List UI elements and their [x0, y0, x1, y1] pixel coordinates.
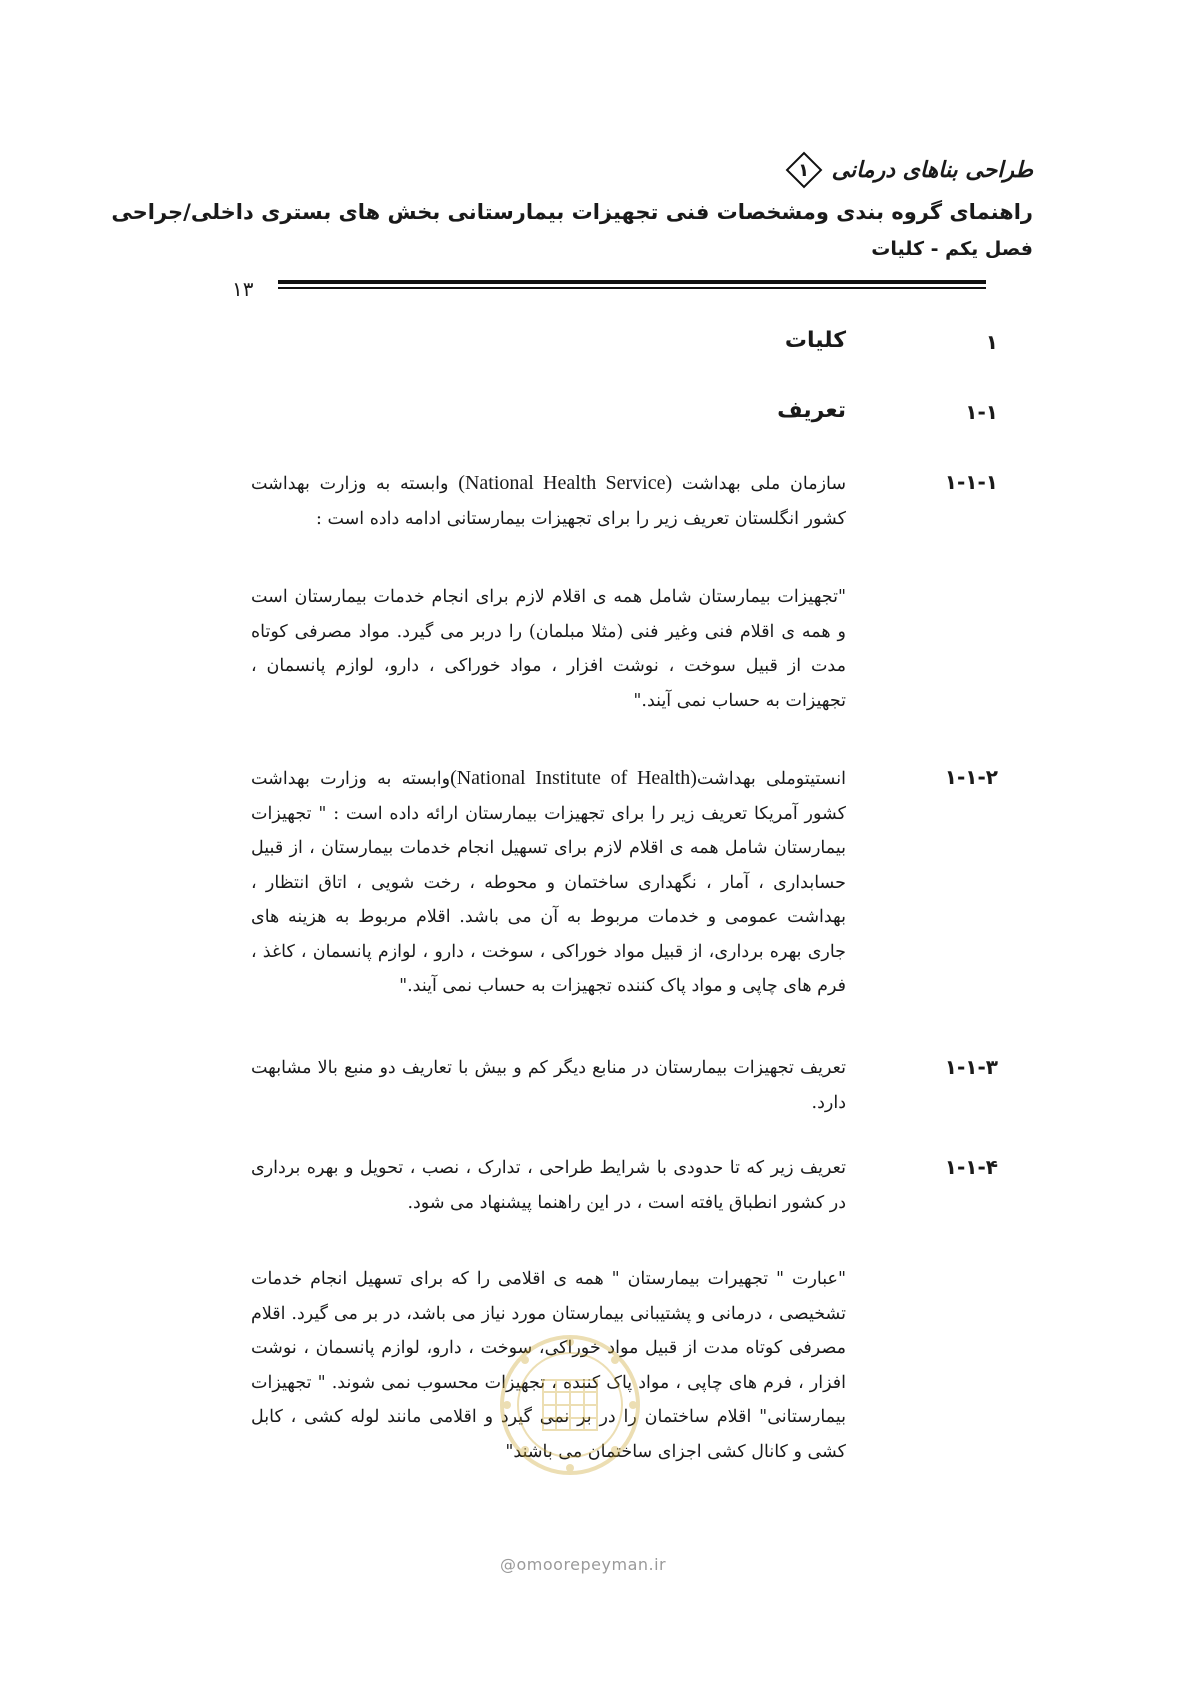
series-header: [784, 150, 1033, 190]
item-body: [251, 761, 846, 1004]
subsection-title: تعریف: [777, 398, 846, 423]
guide-title: راهنمای گروه بندی ومشخصات فنی تجهیزات بیمارستانی بخش های بستری داخلی/جراحی: [111, 200, 1033, 224]
header-rule-thick: [278, 280, 986, 284]
chapter-title: فصل یکم - کلیات: [871, 238, 1033, 260]
item-quote: "تجهیزات بیمارستان شامل همه ی اقلام لازم برای انجام خدمات بیمارستان است و همه ی اقلام فنی وغیر فنی (مثلا مبلمان) را دربر می گیرد. مواد مصرفی کوتاه مدت از قبیل سوخت ، نوشت افزار ، مواد خوراکی ، دارو، لوازم پانسمان ، تجهیزات به حساب نمی آیند.": [251, 587, 846, 711]
watermark-url: @omoorepeyman.ir: [500, 1555, 667, 1574]
subsection-number: ۱-۱: [965, 400, 998, 424]
item-intro-after: وابسته به وزارت بهداشت کشور انگلستان تعریف زیر را برای تجهیزات بیمارستانی ادامه داده است :: [251, 474, 846, 529]
header-rule-thin: [278, 287, 986, 289]
item-intro-before: سازمان ملی بهداشت: [672, 474, 847, 494]
item-intro: [251, 466, 846, 536]
item-number: ۱-۱-۳: [944, 1055, 998, 1079]
item-number: ۱-۱-۱: [944, 470, 998, 494]
section-number: ۱: [985, 330, 998, 354]
item-number: ۱-۱-۴: [944, 1155, 998, 1179]
item-intro-latin: (National Health Service): [458, 472, 673, 494]
series-title: طراحی بناهای درمانی: [831, 157, 1033, 183]
item-text: تعریف تجهیزات بیمارستان در منابع دیگر کم و بیش با تعاریف دو منبع بالا مشابهت دارد.: [251, 1058, 846, 1113]
series-number-badge: [784, 150, 824, 190]
page-number: ۱۳: [232, 277, 254, 301]
item-intro-latin: (National Institute of Health): [450, 767, 697, 789]
item-text: تعریف زیر که تا حدودی با شرایط طراحی ، تدارک ، نصب ، تحویل و بهره برداری در کشور انطباق یافته است ، در این راهنما پیشنهاد می شود.: [251, 1158, 846, 1213]
item-quote: "عبارت " تجهیرات بیمارستان " همه ی اقلامی را که برای تسهیل انجام خدمات تشخیصی ، درمانی و پشتیبانی بیمارستان مورد نیاز می باشد، در بر می گیرد. اقلام مصرفی کوتاه مدت از قبیل مواد خوراکی، سوخت ، دارو، لوازم پانسمان ، نوشت افزار ، فرم های چاپی ، مواد پاک کننده ، تجهیزات محسوب نمی شوند. " تجهیزات بیمارستانی" اقلام ساختمان را در بر نمی گیرد و اقلامی مانند لوله کشی ، کابل کشی و کانال کشی اجزای ساختمان می باشند": [251, 1269, 846, 1462]
item-intro-after: وابسته به وزارت بهداشت کشور آمریکا تعریف زیر را برای تجهیزات بیمارستان ارائه داده است :: [251, 769, 846, 824]
series-number: ۱: [798, 159, 810, 181]
item-number: ۱-۱-۲: [944, 765, 998, 789]
watermark-seal-icon: [495, 1330, 645, 1480]
item-quote: " تجهیزات بیمارستان شامل همه ی اقلام لازم برای تسهیل انجام خدمات بیمارستان ، از قبیل حسابداری ، آمار ، نگهداری ساختمان و محوطه ، رخت شویی ، اتاق انتظار ، بهداشت عمومی و خدمات مربوط به آن می باشد. اقلام مربوط به هزینه های جاری بهره برداری، از قبیل مواد خوراکی ، سوخت ، دارو ، لوازم پانسمان ، کاغذ ، فرم های چاپی و مواد پاک کننده تجهیزات به حساب نمی آیند.": [251, 803, 846, 996]
section-title: کلیات: [784, 328, 846, 353]
item-intro-before: انستیتوملی بهداشت: [696, 769, 847, 789]
